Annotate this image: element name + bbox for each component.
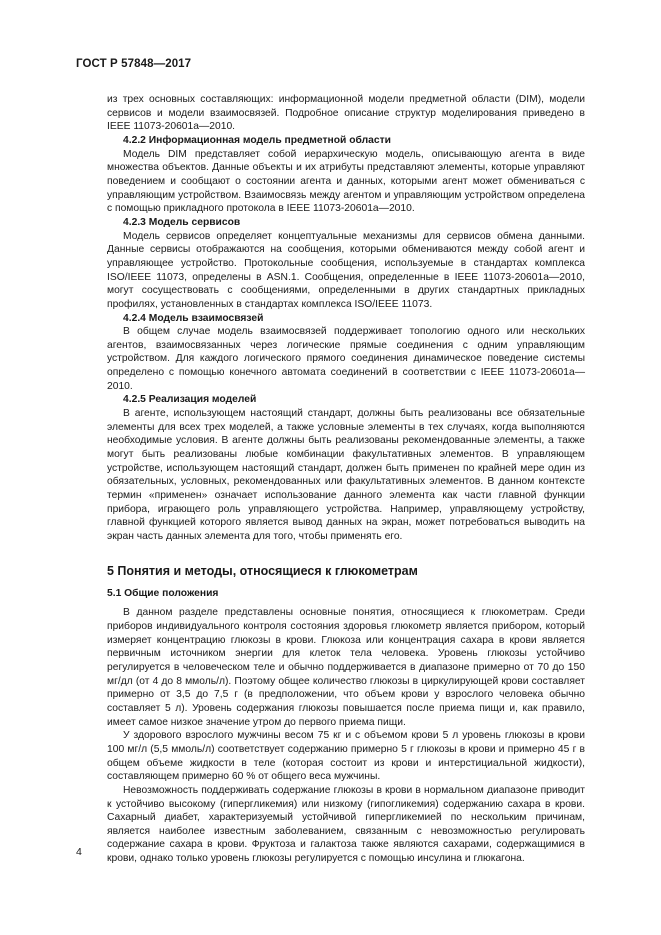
section-4-2-2-text: Модель DIM представляет собой иерархическую модель, описывающую агента в виде множества объектов. Данные объекты и их атрибуты представляют элементы, которые управляют поведением и сообщают о состоянии агента и данных, которыми агент может обмениваться с управляющим устройством. Взаимосвязь между агентом и управляющим устройством определена с помощью прикладного протокола в IEEE 11073-20601а—2010.	[107, 148, 585, 215]
section-4-2-2-heading: 4.2.2 Информационная модель предметной области	[123, 134, 392, 146]
section-4-2-5-heading: 4.2.5 Реализация моделей	[123, 394, 257, 406]
section-5-1-paragraph-2: У здорового взрослого мужчины весом 75 кг и с объемом крови 5 л уровень глюкозы в крови 100 мг/л (5,5 ммоль/л) соответствует содержанию примерно 5 г глюкозы в крови и примерно 45 г в общем объеме жидкости в теле (которая состоит из крови и интерстициальной жидкости), составляющем примерно 60 % от общего веса мужчины.	[107, 730, 585, 783]
section-4-2-3-text: Модель сервисов определяет концептуальные механизмы для сервисов обмена данными. Данные сервисы отображаются на сообщения, которыми обмениваются между собой агент и управляющее устройство. Протокольные сообщения, используемые в стандартах комплекса ISO/IEEE 11073, определены в ASN.1. Сообщения, определенные в IEEE 11073-20601а—2010, могут сосуществовать с сообщениями, определенными в других стандартных прикладных профилях, установленных в стандартах комплекса ISO/IEEE 11073.	[107, 230, 585, 310]
intro-paragraph: из трех основных составляющих: информационной модели предметной области (DIM), модели сервисов и модели взаимосвязей. Подробное описание структур моделирования приведено в IEEE 11073-20601а—2010.	[107, 94, 585, 133]
section-5-heading: 5 Понятия и методы, относящиеся к глюкометрам	[107, 563, 418, 578]
document-header: ГОСТ Р 57848—2017	[76, 58, 192, 70]
section-4-2-5-text: В агенте, использующем настоящий стандарт, должны быть реализованы все обязательные элементы для всех трех моделей, а также условные элементы в тех случаях, когда выполняются необходимые условия. В агенте должны быть реализованы рекомендованные элементы, а также могут быть реализованы любые комбинации факультативных элементов. В управляющем устройстве, использующем настоящий стандарт, должен быть применен по крайней мере один из обязательных, условных, рекомендованных или факультативных элементов. В данном контексте термин «применен» означает использование данного элемента как части главной функции прибора, играющего роль управляющего устройства. Например, управляющему устройству, главной функцией которого является вывод данных на экран, может потребоваться выводить на экран часть данных элемента для того, чтобы применять его.	[107, 408, 585, 542]
section-4-2-4-text: В общем случае модель взаимосвязей поддерживает топологию одного или нескольких агентов, взаимосвязанных через логические прямые соединения с одним управляющим устройством. Для каждого логического прямого соединения динамическое поведение системы определено с помощью конечного автомата соединений в соответствии с IEEE 11073-20601а—2010.	[107, 326, 585, 392]
section-4-2-3-heading: 4.2.3 Модель сервисов	[123, 216, 241, 228]
section-5-1-heading: 5.1 Общие положения	[107, 587, 219, 599]
section-5-1-paragraph-3: Невозможность поддерживать содержание глюкозы в крови в нормальном диапазоне приводит к устойчиво высокому (гипергликемия) или низкому (гипогликемия) содержанию сахара в крови. Сахарный диабет, характеризуемый устойчивой гипергликемией по нескольким причинам, является наиболее известным заболеванием, связанным с невозможностью регулировать содержание сахара в крови. Фруктоза и галактоза также являются сахарами, содержащимися в крови, однако только уровень глюкозы регулируется с помощью инсулина и глюкагона.	[107, 784, 585, 865]
document-body	[107, 93, 585, 866]
section-5-1-paragraph-1: В данном разделе представлены основные понятия, относящиеся к глюкометрам. Среди приборов индивидуального контроля состояния здоровья глюкометр является прибором, который измеряет концентрацию глюкозы в крови. Глюкоза или концентрация сахара в крови является первичным источником энергии для клеток тела человека. Уровень глюкозы устойчиво регулируется в человеческом теле и обычно поддерживается в диапазоне примерно от 70 до 150 мг/дл (от 4 до 8 ммоль/л). Поэтому общее количество глюкозы в циркулирующей крови составляет примерно от 3,5 до 7,5 г (в предположении, что объем крови у взрослого человека обычно составляет 5 л). Уровень содержания глюкозы повышается после приема пищи и, как правило, имеет самое низкое значение утром до первого приема пищи.	[107, 607, 585, 728]
section-4-2-4-heading: 4.2.4 Модель взаимосвязей	[123, 312, 264, 324]
page-number: 4	[76, 846, 82, 858]
